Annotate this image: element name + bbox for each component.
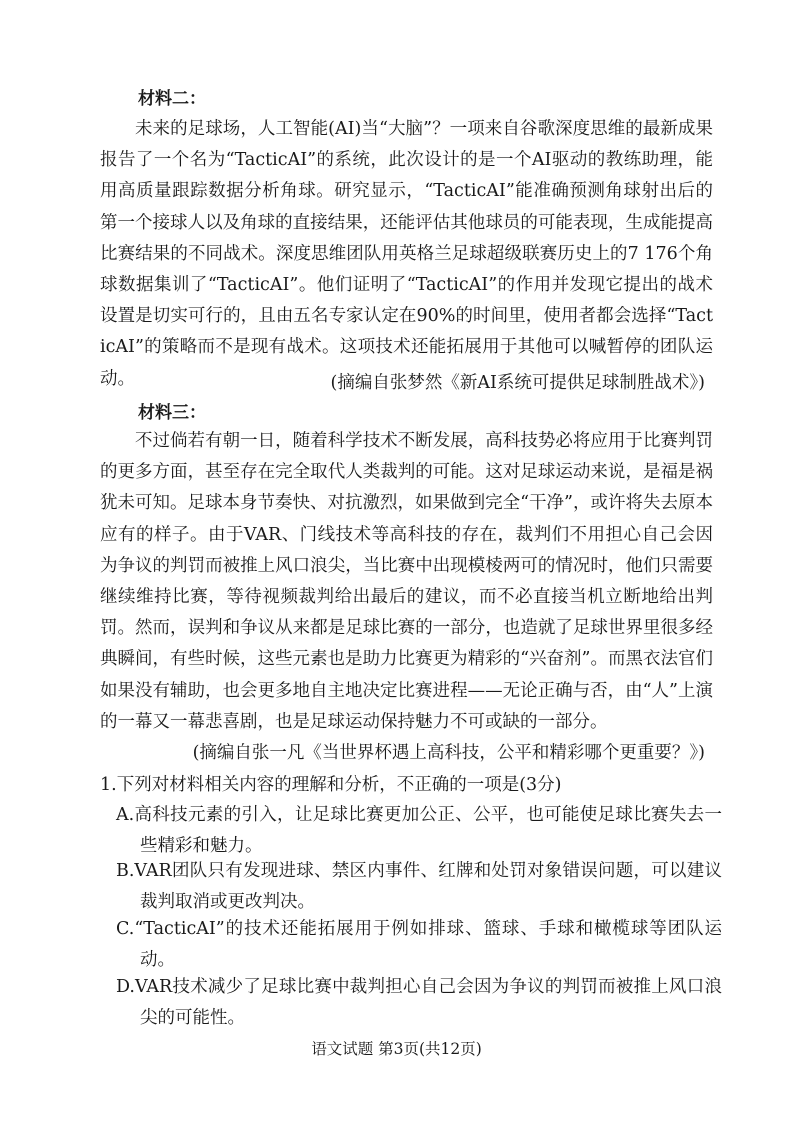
material2-heading: 材料二： xyxy=(138,89,206,109)
page-footer: 语文试题 第3页(共12页) xyxy=(311,1040,482,1058)
material2-source: (摘编自张梦然《新AI系统可提供足球制胜战术》) xyxy=(330,373,705,393)
option-d: D.VAR技术减少了足球比赛中裁判担心自己会因为争议的判罚而被推上风口浪尖的可能性。 xyxy=(116,977,722,1028)
option-b: B.VAR团队只有发现进球、禁区内事件、红牌和处罚对象错误问题，可以建议裁判取消或更改判决。 xyxy=(116,861,722,912)
material3-source: (摘编自张一凡《当世界杯遇上高科技，公平和精彩哪个更重要？》) xyxy=(192,743,705,763)
option-c: C.“TacticAI”的技术还能拓展用于例如排球、篮球、手球和橄榄球等团队运动。 xyxy=(116,919,722,970)
option-a: A.高科技元素的引入，让足球比赛更加公正、公平，也可能使足球比赛失去一些精彩和魅力。 xyxy=(116,805,722,856)
material3-paragraph: 不过倘若有朝一日，随着科学技术不断发展，高科技势必将应用于比赛判罚的更多方面，甚至存在完全取代人类裁判的可能。这对足球运动来说，是福是祸犹未可知。足球本身节奏快、对抗激烈，如果做到完全“干净”，或许将失去原本应有的样子。由于VAR、门线技术等高科技的存在，裁判们不用担心自己会因为争议的判罚而被推上风口浪尖，当比赛中出现模棱两可的情况时，他们只需要继续维持比赛，等待视频裁判给出最后的建议，而不必直接当机立断地给出判罚。然而，误判和争议从来都是足球比赛的一部分，也造就了足球世界里很多经典瞬间，有些时候，这些元素也是助力比赛更为精彩的“兴奋剂”。而黑衣法官们如果没有辅助，也会更多地自主地决定比赛进程——无论正确与否，由“人”上演的一幕又一幕悲喜剧，也是足球运动保持魅力不可或缺的一部分。 xyxy=(100,431,713,732)
material2-paragraph: 未来的足球场，人工智能(AI)当“大脑”？一项来自谷歌深度思维的最新成果报告了一个名为“TacticAI”的系统，此次设计的是一个AI驱动的教练助理，能用高质量跟踪数据分析角球。研究显示，“TacticAI”能准确预测角球射出后的第一个接球人以及角球的直接结果，还能评估其他球员的可能表现，生成能提高比赛结果的不同战术。深度思维团队用英格兰足球超级联赛历史上的7 176个角球数据集训了“TacticAI”。他们证明了“TacticAI”的作用并发现它提出的战术设置是切实可行的，且由五名专家认定在90%的时间里，使用者都会选择“TacticAI”的策略而不是现有战术。这项技术还能拓展用于其他可以喊暂停的团队运动。 xyxy=(100,119,713,389)
material3-heading: 材料三： xyxy=(138,403,206,423)
question-1-stem: 1.下列对材料相关内容的理解和分析，不正确的一项是(3分) xyxy=(100,775,562,795)
